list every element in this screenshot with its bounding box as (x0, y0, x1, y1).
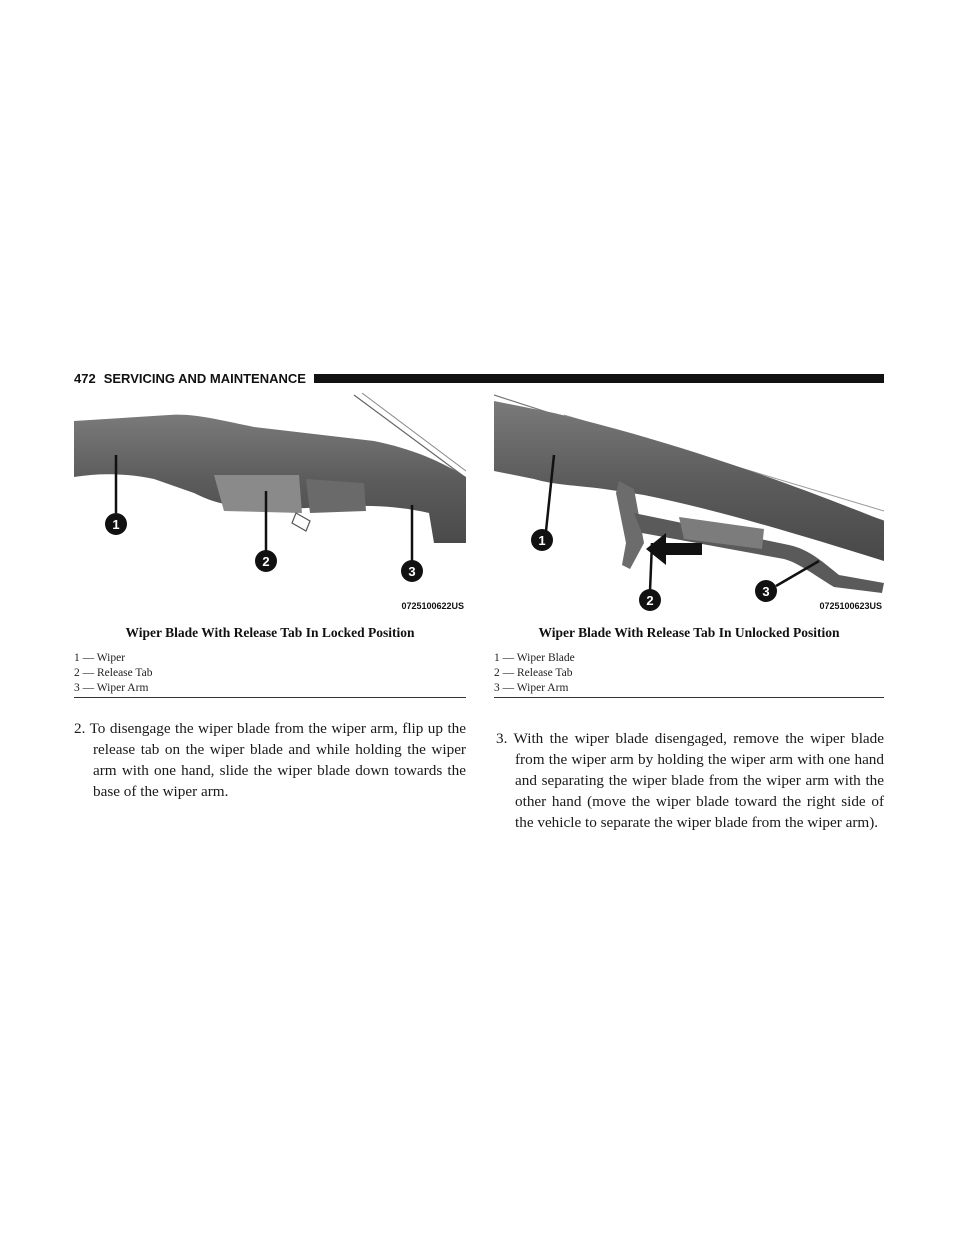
figure-caption-locked: Wiper Blade With Release Tab In Locked Position (125, 625, 415, 640)
legend-item: 1 — Wiper Blade (494, 652, 575, 664)
figure-caption-unlocked: Wiper Blade With Release Tab In Unlocked Position (538, 625, 840, 640)
callout-1 (105, 513, 127, 535)
legend-divider (74, 697, 466, 698)
figure-code: 0725100623US (819, 601, 882, 611)
svg-text:2: 2 (262, 554, 270, 569)
figure-locked-position (74, 393, 466, 615)
figure-code: 0725100622US (401, 601, 464, 611)
release-tab (214, 475, 302, 513)
wiper-unlocked-illustration (494, 393, 884, 615)
header-rule (314, 374, 884, 383)
page-number: 472 (74, 370, 96, 386)
legend-item: 3 — Wiper Arm (494, 682, 569, 694)
legend-item: 1 — Wiper (74, 652, 126, 664)
callout-2 (639, 589, 661, 611)
figure-legend-unlocked (494, 651, 884, 696)
legend-item: 2 — Release Tab (494, 667, 573, 679)
callout-3 (401, 560, 423, 582)
svg-text:3: 3 (762, 584, 770, 599)
page-header (74, 370, 884, 386)
legend-item: 2 — Release Tab (74, 667, 153, 679)
legend-item: 3 — Wiper Arm (74, 682, 149, 694)
svg-text:3: 3 (408, 564, 416, 579)
svg-text:1: 1 (112, 517, 120, 532)
callout-leader-3 (776, 561, 819, 586)
svg-text:1: 1 (538, 533, 546, 548)
callout-2 (255, 550, 277, 572)
tab-clip (292, 513, 310, 531)
tab-housing (306, 479, 366, 513)
figure-legend-locked (74, 651, 466, 696)
callout-3 (755, 580, 777, 602)
section-title: SERVICING AND MAINTENANCE (103, 370, 306, 386)
callout-1 (531, 529, 553, 551)
wiper-locked-illustration (74, 393, 466, 615)
svg-text:2: 2 (646, 593, 654, 608)
legend-divider (494, 697, 884, 698)
instruction-step-3: 3. With the wiper blade disengaged, remove the wiper blade from the wiper arm by holding the wiper arm with one hand and separating the wiper blade from the wiper arm with the other hand (move the wiper blade toward the right side of the vehicle to separate the wiper blade from the wiper arm). (496, 730, 884, 832)
instruction-step-2: 2. To disengage the wiper blade from the wiper arm, flip up the release tab on the wiper blade and while holding the wiper arm with one hand, slide the wiper blade down towards the base of the wiper arm. (74, 720, 466, 801)
figure-unlocked-position (494, 393, 884, 615)
